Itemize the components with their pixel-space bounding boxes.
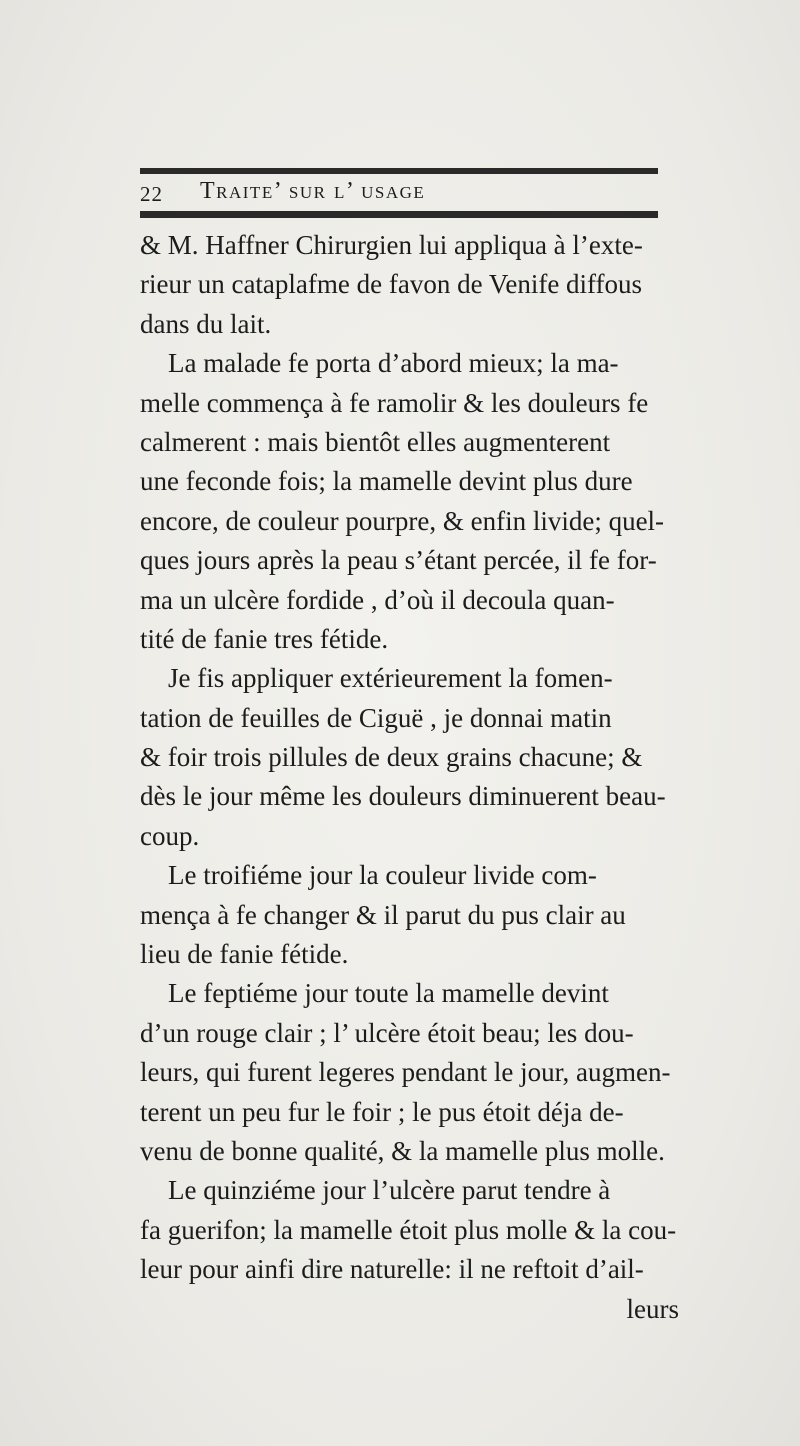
text-line: La malade fe porta d’abord mieux; la ma- [168, 348, 619, 379]
text-line: ques jours après la peau s’étant percée, il fe for- [140, 545, 657, 576]
text-line: tation de feuilles de Ciguë , je donnai matin [140, 702, 612, 733]
text-line: Le feptiéme jour toute la mamelle devint [168, 978, 609, 1009]
text-line: calmerent : mais bientôt elles augmenterent [140, 426, 611, 457]
text-line: tité de fanie tres fétide. [140, 623, 389, 654]
text-line: & foir trois pillules de deux grains chacune; & [140, 742, 643, 773]
header-rule-bottom [140, 211, 658, 218]
body-text [140, 226, 680, 1329]
text-line: Je fis appliquer extérieurement la fomen- [168, 663, 613, 694]
running-head [140, 178, 658, 210]
text-line: une feconde fois; la mamelle devint plus dure [140, 466, 633, 497]
text-line: venu de bonne qualité, & la mamelle plus molle. [140, 1135, 665, 1166]
text-line: leur pour ainfi dire naturelle: il ne reftoit d’ail- [140, 1254, 644, 1285]
text-line: fa guerifon; la mamelle étoit plus molle & la cou- [140, 1214, 677, 1245]
text-line: melle commença à fe ramolir & les douleurs fe [140, 387, 649, 418]
text-line: Le quinziéme jour l’ulcère parut tendre à [168, 1175, 611, 1206]
text-line: rieur un cataplafme de favon de Venife diffous [140, 269, 643, 300]
text-line: d’un rouge clair ; l’ ulcère étoit beau; les dou- [140, 1017, 634, 1048]
text-line: & M. Haffner Chirurgien lui appliqua à l’exte- [140, 230, 643, 260]
text-line: terent un peu fur le foir ; le pus étoit déja de- [140, 1096, 624, 1127]
text-line: lieu de fanie fétide. [140, 939, 349, 970]
running-title: Traite’ sur l’ usage [200, 178, 426, 204]
text-line: ma un ulcère fordide , d’où il decoula quan- [140, 584, 615, 615]
text-line: dès le jour même les douleurs diminuerent beau- [140, 781, 666, 812]
text-line: encore, de couleur pourpre, & enfin livide; quel- [140, 505, 665, 536]
text-line: dans du lait. [140, 308, 272, 339]
text-line: Le troifiéme jour la couleur livide com- [168, 860, 597, 891]
header-rule-top [140, 168, 658, 174]
text-line: mença à fe changer & il parut du pus clair au [140, 899, 626, 930]
text-line: leurs, qui furent legeres pendant le jour, augmen- [140, 1057, 671, 1088]
catchword: leurs [626, 1293, 679, 1324]
page-number: 22 [140, 182, 163, 206]
text-line: coup. [140, 820, 200, 851]
